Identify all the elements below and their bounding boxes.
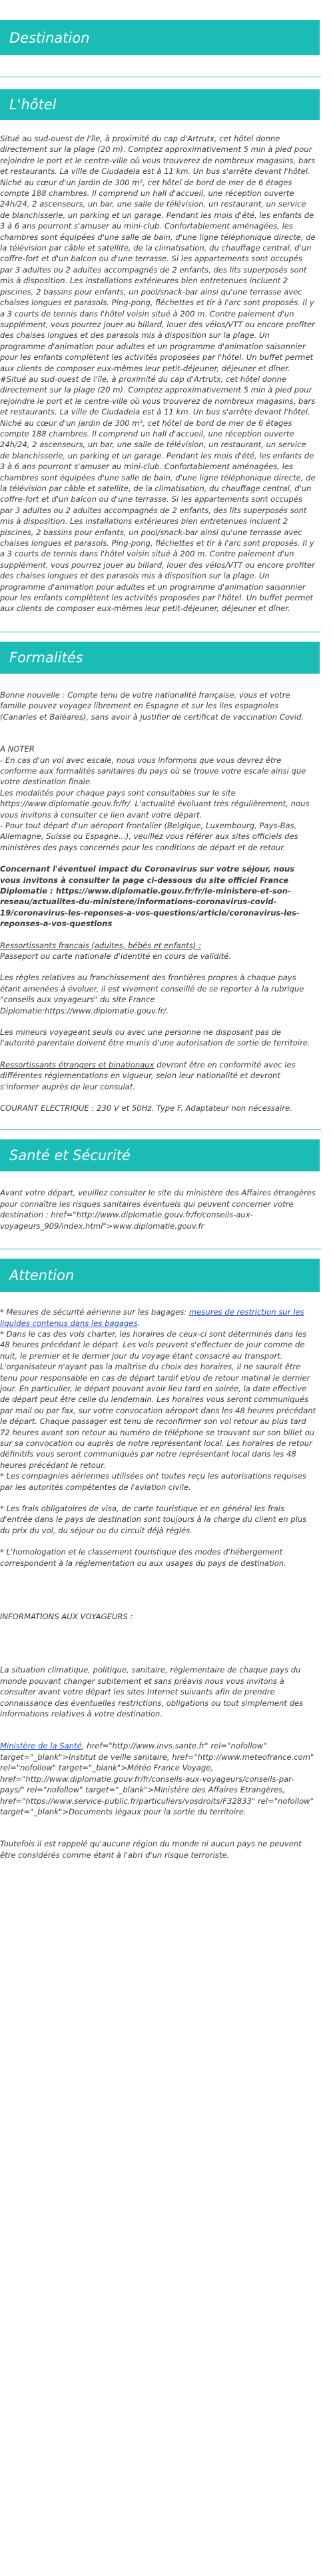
note-frontalier: - Pour tout départ d'un aéroport frontalier (Belgique, Luxembourg, Pays-Bas, Allemagne, Suisse ou Espagne...), veuillez vous référer aux sites officiels des ministères des pays concernés pour les conditions de départ et de retour.	[0, 820, 298, 852]
baggage-security	[0, 1307, 317, 1329]
useful-links	[0, 1740, 317, 1817]
border-rules: Les règles relatives au franchissement des frontières propres à chaque pays étant amenées à évoluer, il est vivement conseillé de se reporter à la rubrique "conseils aux voyageurs" du site France Diplomatie:https://www.diplomatie.gouv.fr/.	[0, 973, 304, 1015]
hotel-header	[0, 89, 320, 120]
attention-header	[0, 1259, 320, 1292]
coronavirus-notice: Concernant l'éventuel impact du Coronavirus sur votre séjour, nous vous invitons à consulter la page ci-dessous du site officiel France Diplomatie : https://www.diplomatie.gouv.fr/fr/le-ministere-et-son-reseau/actualites-du-ministere/informations-coronavirus-covid-19/coronavirus-les-reponses-a-vos-questions/article/coronavirus-les-reponses-a-vos-questions	[0, 864, 300, 929]
note-escale: - En cas d'un vol avec escale, nous vous informons que vous devrez être conforme aux formalités sanitaires du pays où se trouve votre escale ainsi que votre destination finale.	[0, 755, 306, 787]
airline-authorizations: * Les compagnies aériennes utilisées ont toutes reçu les autorisations requises par les autorités compétentes de l'aviation civile.	[0, 1471, 306, 1492]
useful-links-text: , href="http://www.invs.sante.fr" rel="nofollow" target="_blank">Institut de veille sanitaire, href="http://www.meteofrance.com" rel="nofollow" target="_blank">Météo France Voyage, href="http://www.diplomatie.gouv.fr/fr/conseils-aux-voyageurs/conseils-par-pays/" rel="nofollow" target="_blank">Ministère des Affaires Etrangères, href="https://www.service-public.fr/particuliers/vosdroits/F32833" rel="nofollow" target="_blank">Documents légaux pour la sortie du territoire.	[0, 1741, 314, 1816]
section-divider	[0, 1129, 321, 1130]
minors-rule: Les mineurs voyageant seuls ou avec une personne ne disposant pas de l'autorité parentale doivent être munis d'une autorisation de sortie de territoire.	[0, 1027, 310, 1048]
charter-schedule: * Dans le cas des vols charter, les horaires de ceux-ci sont déterminés dans les 48 heures précédant le départ. Les vols peuvent s'effectuer de jour comme de nuit, le premier et le dernier jour du voyage étant consacré au transport. L'organisateur n'ayant pas la maîtrise du choix des horaires, il ne saurait être tenu pour responsable en cas de départ tardif et/ou de retour matinal le dernier jour. En particulier, le départ pouvant avoir lieu tard en soirée, la date effective de départ peut être celle du lendemain. Les horaires vous seront communiqués par mail ou par fax, sur votre convocation aéroport dans les 48 heures précédant le départ. Chaque passager est tenu de reconfirmer son vol retour au plus tard 72 heures avant son retour au numéro de téléphone se trouvant sur son billet ou sur sa convocation ou auprès de notre représentant local. Les horaires de retour définitifs vous seront communiqués par notre représentant local dans les 48 heures précédant le retour.	[0, 1329, 316, 1470]
french-nationals-label: Ressortissants français (adultes, bébés et enfants) :	[0, 940, 201, 950]
foreign-nationals-text: devront être en conformité avec les différentes réglementations en vigueur, selon leur nationalité et devront s'informer auprès de leur consulat.	[0, 1059, 296, 1091]
note-modalites: Les modalités pour chaque pays sont consultables sur le site https://www.diplomatie.gouv.fr/fr/. L'actualité évoluant très régulièrement, nous vous invitons à consulter ce lien avant votre départ.	[0, 788, 310, 820]
accommodation-classification: * L'homologation et le classement touristique des modes d'hébergement correspondent à la réglementation ou aux usages du pays de destination.	[0, 1547, 286, 1568]
sante-text: Avant votre départ, veuillez consulter le site du ministère des Affaires étrangères pour connaître les risques sanitaires éventuels qui peuvent concerner votre destination : href="http://www.diplomatie.gouv.fr/fr/conseils-aux-voyageurs_909/index.html">www.diplomatie.gouv.fr	[0, 1188, 316, 1231]
hotel-title: L'hôtel	[9, 97, 57, 113]
note-heading: A NOTER	[0, 744, 35, 754]
traveler-info-heading: INFORMATIONS AUX VOYAGEURS :	[0, 1612, 133, 1622]
foreign-nationals-label: Ressortissants étrangers et binationaux	[0, 1059, 155, 1069]
electric-current: COURANT ELECTRIQUE : 230 V et 50Hz. Type F. Adaptateur non nécessaire.	[0, 1103, 292, 1113]
attention-content	[0, 1307, 324, 1860]
destination-header	[0, 20, 320, 55]
sante-header	[0, 1139, 320, 1171]
traveler-info-text: La situation climatique, politique, sanitaire, réglementaire de chaque pays du monde pouvant changer subitement et sans préavis nous vous invitons à consulter avant votre départ les sites Internet suivants afin de prendre connaissance des éventuelles restrictions, obligations ou tout simplement des informations relatives à votre destination.	[0, 1665, 304, 1719]
french-nationals	[0, 940, 317, 951]
formalites-intro: Bonne nouvelle : Compte tenu de votre nationalité française, vous et votre famille pouvez voyagez librement en Espagne et sur les iles espagnoles (Canaries et Baléares), sans avoir à justifier de certificat de vaccination Covid.	[0, 690, 304, 722]
baggage-prefix: * Mesures de sécurité aérienne sur les bagages:	[0, 1307, 189, 1317]
sante-title: Santé et Sécurité	[9, 1147, 131, 1164]
formalites-header	[0, 642, 320, 674]
sante-content	[0, 1187, 324, 1231]
hotel-description-duplicate: #Situé au sud-ouest de l'île, à proximité du cap d'Artrutx, cet hôtel donne directement sur la plage (20 m). Comptez approximativement 5 min à pied pour rejoindre le port et le centre-ville où vous trouverez de nombreux magasins, bars et restaurants. La ville de Ciudadela est à 11 km. Un bus s'arrête devant l'hôtel. Niché au cœur d'un jardin de 300 m², cet hôtel de bord de mer de 6 étages compte 188 chambres. Il comprend un hall d'accueil, une réception ouverte 24h/24, 2 ascenseurs, un bar, une salle de télévision, un restaurant, un service de blanchisserie, un parking et un garage. Pendant les mois d'été, les enfants de 3 à 6 ans pourront s'amuser au mini-club. Confortablement aménagées, les chambres sont équipées d'une salle de bain, d'une ligne téléphonique directe, de la télévision par câble et satellite, de la climatisation, du chauffage central, d'un coffre-fort et d'un balcon ou d'une terrasse. Si les appartements sont occupés par 3 adultes ou 2 adultes accompagnés de 2 enfants, des lits superposés sont mis à disposition. Les installations extérieures bien entretenues incluent 2 piscines, 2 bassins pour enfants, un pool/snack-bar ainsi qu'une terrasse avec chaises longues et parasols. Ping-pong, fléchettes et tir à l'arc sont proposés. Il y a 3 courts de tennis dans l'hôtel voisin situé à 200 m. Contre paiement d'un supplément, vous pourrez jouer au billard, louer des vélos/VTT ou encore profiter des chaises longues et des parasols mis à disposition sur la plage. Un programme d'animation pour adultes et un programme d'animation saisonnier pour les enfants complètent les activités proposées par l'hôtel. Un buffet permet aux clients de composer eux-mêmes leur petit-déjeuner, déjeuner et dîner.	[0, 374, 316, 614]
hotel-description: Situé au sud-ouest de l'île, à proximité du cap d'Artrutx, cet hôtel donne directement sur la plage (20 m). Comptez approximativement 5 min à pied pour rejoindre le port et le centre-ville où vous trouverez de nombreux magasins, bars et restaurants. La ville de Ciudadela est à 11 km. Un bus s'arrête devant l'hôtel. Niché au cœur d'un jardin de 300 m², cet hôtel de bord de mer de 6 étages compte 188 chambres. Il comprend un hall d'accueil, une réception ouverte 24h/24, 2 ascenseurs, un bar, une salle de télévision, un restaurant, un service de blanchisserie, un parking et un garage. Pendant les mois d'été, les enfants de 3 à 6 ans pourront s'amuser au mini-club. Confortablement aménagées, les chambres sont équipées d'une salle de bain, d'une ligne téléphonique directe, de la télévision par câble et satellite, de la climatisation, du chauffage central, d'un coffre-fort et d'un balcon ou d'une terrasse. Si les appartements sont occupés par 3 adultes ou 2 adultes accompagnés de 2 enfants, des lits superposés sont mis à disposition. Les installations extérieures bien entretenues incluent 2 piscines, 2 bassins pour enfants, un pool/snack-bar ainsi qu'une terrasse avec chaises longues et parasols. Ping-pong, fléchettes et tir à l'arc sont proposés. Il y a 3 courts de tennis dans l'hôtel voisin situé à 200 m. Contre paiement d'un supplément, vous pourrez jouer au billard, louer des vélos/VTT ou encore profiter des chaises longues et des parasols mis à disposition sur la plage. Un programme d'animation pour adultes et un programme d'animation saisonnier pour les enfants complètent les activités proposées par l'hôtel. Un buffet permet aux clients de composer eux-mêmes leur petit-déjeuner, déjeuner et dîner.	[0, 134, 316, 373]
terrorism-notice: Toutefois il est rappelé qu'aucune région du monde ni aucun pays ne peuvent être considérés comme étant à l'abri d'un risque terroriste.	[0, 1839, 302, 1860]
destination-title: Destination	[9, 29, 90, 46]
formalites-content	[0, 690, 324, 1114]
formalites-title: Formalités	[9, 649, 83, 666]
liquids-restriction-link[interactable]: mesures de restriction sur les liquides contenus dans les bagages	[0, 1307, 304, 1328]
attention-title: Attention	[9, 1267, 75, 1284]
baggage-suffix: .	[137, 1318, 141, 1328]
travel-info-page	[0, 20, 333, 1860]
visa-fees: * Les frais obligatoires de visa, de carte touristique et en général les frais d'entrée dans le pays de destination sont toujours à la charge du client en plus du prix du vol, du séjour ou du circuit déjà réglés.	[0, 1504, 307, 1535]
ministry-health-link[interactable]: Ministère de la Santé	[0, 1741, 82, 1751]
hotel-content	[0, 133, 324, 614]
french-nationals-text: Passeport ou carte nationale d'identité en cours de validité.	[0, 952, 232, 961]
foreign-nationals	[0, 1059, 317, 1092]
